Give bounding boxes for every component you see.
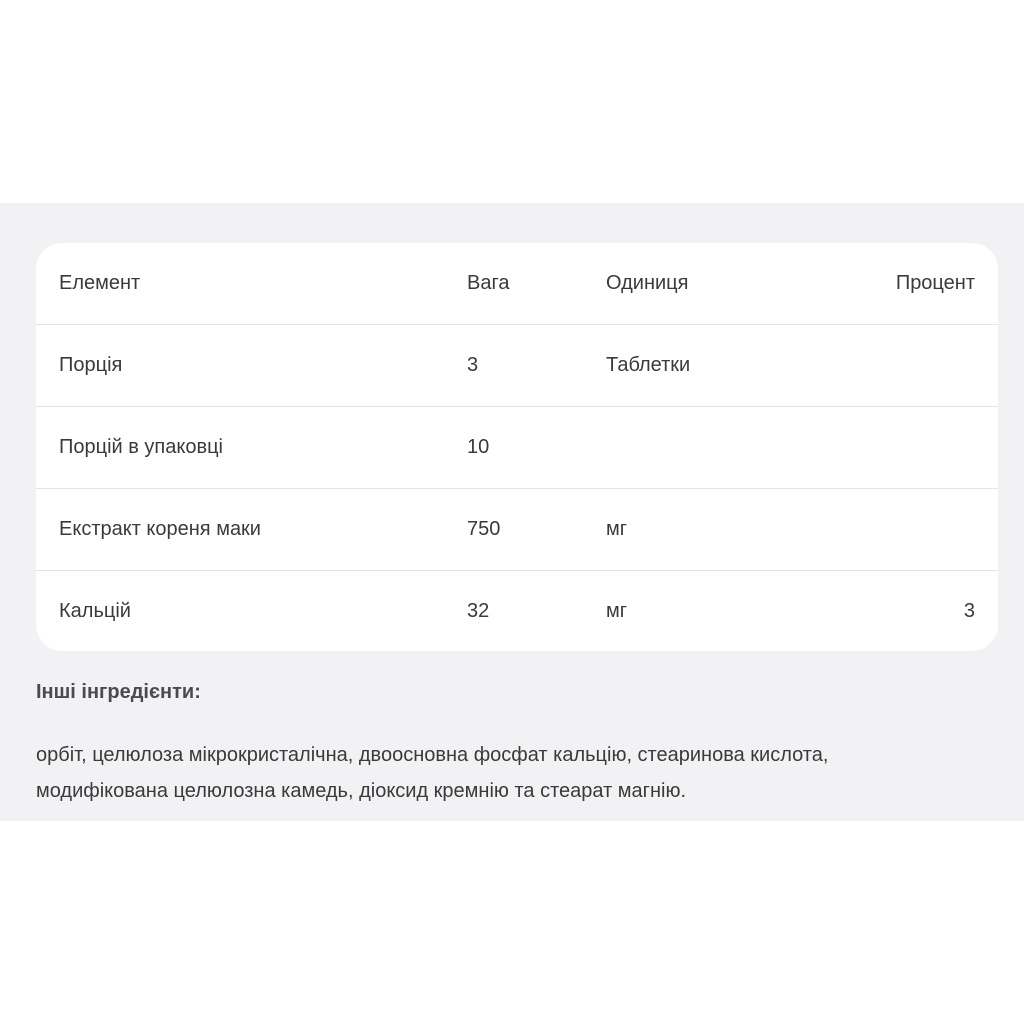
table-row <box>36 489 998 571</box>
row-unit: мг <box>606 600 628 622</box>
row-element: Екстракт кореня маки <box>59 518 261 540</box>
row-weight: 750 <box>467 518 501 540</box>
header-unit: Одиниця <box>606 272 689 294</box>
row-element: Кальцій <box>59 600 131 622</box>
row-unit: мг <box>606 518 628 540</box>
table-row <box>36 571 998 651</box>
table-row <box>36 407 998 489</box>
row-element: Порцій в упаковці <box>59 436 224 458</box>
other-ingredients-text <box>36 737 986 809</box>
nutrition-table <box>36 243 998 651</box>
row-weight: 32 <box>467 600 490 622</box>
other-ingredients-title: Інші інгредієнти: <box>36 681 201 703</box>
header-percent: Процент <box>895 272 975 294</box>
header-element: Елемент <box>59 272 141 294</box>
other-ingredients-line: орбіт, целюлоза мікрокристалічна, двоосновна фосфат кальцію, стеаринова кислота, <box>36 744 829 766</box>
header-weight: Вага <box>467 272 510 294</box>
other-ingredients-line: модифікована целюлозна камедь, діоксид кремнію та стеарат магнію. <box>36 780 687 802</box>
row-element: Порція <box>59 354 123 376</box>
row-unit: Таблетки <box>606 354 691 376</box>
table-header-row <box>36 243 998 325</box>
row-weight: 3 <box>467 354 479 376</box>
nutrition-section <box>0 203 1024 821</box>
row-percent: 3 <box>963 600 975 622</box>
table-row <box>36 325 998 407</box>
row-weight: 10 <box>467 436 490 458</box>
